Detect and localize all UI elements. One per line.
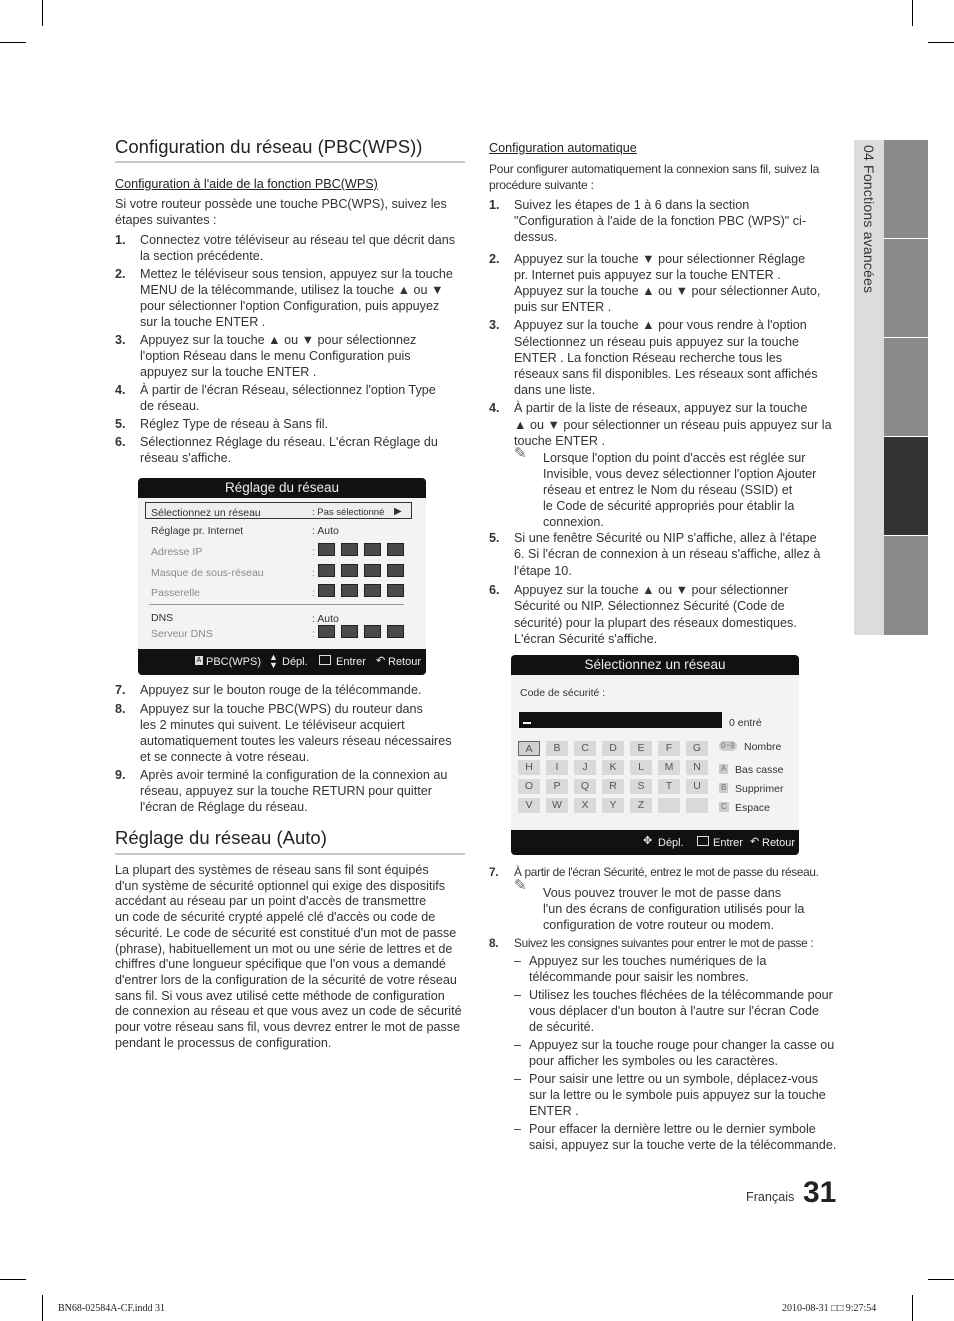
step-text: Appuyez sur la touche ▲ ou ▼ pour sélectionnez	[140, 333, 417, 347]
step-text: Appuyez sur le bouton rouge de la télécommande.	[140, 683, 422, 697]
step-text: Appuyez sur la touche ▲ ou ▼ pour sélectionner Auto,	[514, 284, 821, 298]
key-N[interactable]: N	[686, 760, 708, 775]
step-number: 5.	[115, 417, 126, 431]
key-C[interactable]: C	[574, 741, 596, 756]
ip-octet	[364, 543, 381, 556]
move-icon: ✥	[643, 835, 653, 847]
step-text: réseau s'affiche.	[140, 451, 232, 465]
dash-text: saisi, appuyez sur la touche verte de la télécommande.	[529, 1138, 837, 1152]
note-line: Lorsque l'option du point d'accès est réglée sur	[543, 451, 806, 465]
step-number: 4.	[115, 383, 126, 397]
step-text: les 2 minutes qui suivent. Le téléviseur acquiert	[140, 718, 405, 732]
key-O[interactable]: O	[518, 779, 540, 794]
step-text: Mettez le téléviseur sous tension, appuyez sur la touche	[140, 267, 453, 281]
crop-mark	[928, 42, 954, 43]
note-line: le Code de sécurité appropriés pour établir la	[543, 499, 795, 513]
step-number: 3.	[115, 333, 126, 347]
osd-title: Sélectionnez un réseau	[511, 655, 799, 675]
key-L[interactable]: L	[630, 760, 652, 775]
dash-text: vous déplacer d'un bouton à l'autre sur l'écran Code	[529, 1004, 820, 1018]
body-line: chiffres d'une longueur spécifique que l'on vous a demandé	[115, 957, 446, 972]
dash-marker: –	[514, 988, 522, 1002]
step-text: sur la touche ENTER .	[140, 315, 266, 329]
key-I[interactable]: I	[546, 760, 568, 775]
osd-footer	[511, 830, 799, 855]
note-pencil-icon: ✎	[514, 445, 527, 462]
key-blank[interactable]	[686, 798, 708, 813]
footer-move: Dépl.	[282, 656, 308, 668]
section-title-pbc: Configuration du réseau (PBC(WPS))	[115, 136, 423, 157]
key-G[interactable]: G	[686, 741, 708, 756]
body-line: d'un système de sécurité optionnel qui exige des dispositifs	[115, 878, 446, 893]
row-value: : Auto	[312, 525, 339, 537]
side-tab-segment	[884, 239, 928, 337]
footer-back: Retour	[762, 837, 796, 849]
step-text: Connectez votre téléviseur au réseau tel que décrit dans	[140, 233, 456, 247]
note-line: réseau et entrez le Nom du réseau (SSID) et	[543, 483, 793, 497]
subsection-title-auto: Configuration automatique	[489, 141, 637, 155]
legend-label: Supprimer	[735, 783, 784, 795]
a-button-icon: A	[196, 657, 202, 664]
body-line: sécurité. Le code de sécurité est constitué d'un mot de passe	[115, 925, 457, 940]
enter-icon	[697, 836, 709, 846]
key-Y[interactable]: Y	[602, 798, 624, 813]
row-label: DNS	[151, 612, 174, 624]
step-text: Appuyez sur la touche ▲ ou ▼ pour sélectionner	[514, 582, 789, 597]
legend-label: Bas casse	[735, 764, 784, 776]
crop-mark	[912, 1295, 913, 1321]
key-W[interactable]: W	[546, 798, 568, 813]
row-label: Serveur DNS	[151, 628, 213, 640]
print-file: BN68-02584A-CF.indd 31	[58, 1303, 165, 1314]
dash-marker: –	[514, 1072, 522, 1086]
code-input[interactable]	[519, 712, 722, 728]
row-value: :	[312, 546, 315, 558]
key-X[interactable]: X	[574, 798, 596, 813]
row-value: :	[312, 567, 315, 579]
note-line: l'un des écrans de configuration utilisés pour la	[543, 902, 805, 916]
key-V[interactable]: V	[518, 798, 540, 813]
updown-icon: ▲ ▼	[269, 652, 278, 670]
step-text: MENU de la télécommande, utilisez la touche ▲ ou ▼	[140, 283, 444, 297]
pbc-intro: Si votre routeur possède une touche PBC(WPS), suivez les étapes suivantes :	[115, 197, 447, 227]
note-line: connexion.	[543, 515, 604, 529]
ip-octet	[341, 543, 358, 556]
row-label: Adresse IP	[151, 546, 203, 558]
step-number: 2.	[489, 251, 500, 266]
dash-text: Pour saisir une lettre ou un symbole, déplacez-vous	[529, 1072, 819, 1086]
step-text: ▲ ou ▼ pour sélectionner un réseau puis appuyez sur la	[514, 417, 832, 432]
osd-footer	[138, 649, 426, 675]
key-U[interactable]: U	[686, 779, 708, 794]
footer-move: Dépl.	[658, 837, 684, 849]
step-text: À partir de l'écran Réseau, sélectionnez l'option Type	[140, 383, 436, 397]
step-text: réseaux sans fil disponibles. Les réseaux sont affichés	[514, 367, 818, 381]
subsection-title-pbc: Configuration à l'aide de la fonction PBC(WPS)	[115, 177, 378, 191]
step-text: pour sélectionner l'option Configuration, puis appuyez	[140, 299, 440, 313]
osd-body	[511, 675, 799, 830]
step-text: Sécurité ou NIP. Sélectionnez Sécurité (Code de	[514, 599, 785, 614]
crop-mark	[42, 0, 43, 26]
side-tab-segment	[884, 140, 928, 238]
security-code-screen	[511, 655, 799, 855]
key-M[interactable]: M	[658, 760, 680, 775]
legend-key: A	[721, 764, 727, 773]
section-title-auto: Réglage du réseau (Auto)	[115, 827, 327, 848]
crop-mark	[912, 0, 913, 26]
step-text: réseau, appuyez sur la touche RETURN pour quitter	[140, 784, 432, 798]
body-line: accédant au réseau par un point d'accès de transmettre	[115, 894, 427, 909]
code-label: Code de sécurité :	[520, 687, 606, 699]
dash-text: pour afficher les symboles ou les caractères.	[529, 1054, 778, 1068]
note-line: Invisible, vous devez sélectionner l'option Ajouter	[543, 467, 817, 481]
row-value: : Pas sélectionné	[312, 507, 385, 518]
key-Q[interactable]: Q	[574, 779, 596, 794]
step-number: 8.	[115, 702, 126, 716]
step-number: 4.	[489, 401, 500, 416]
step-number: 9.	[115, 768, 126, 782]
osd-body	[138, 498, 426, 649]
ip-octet	[387, 564, 404, 577]
ip-octet	[341, 625, 358, 638]
print-date: 2010-08-31 □□ 9:27:54	[782, 1303, 877, 1314]
step-text: Si une fenêtre Sécurité ou NIP s'affiche, allez à l'étape	[514, 531, 817, 545]
ip-octet	[387, 584, 404, 597]
intro-line: procédure suivante :	[489, 178, 594, 192]
network-settings-screen	[138, 478, 426, 675]
dash-text: de sécurité.	[529, 1020, 595, 1034]
footer-enter: Entrer	[336, 656, 366, 668]
step-text: dessus.	[514, 230, 558, 245]
step-text: ENTER . La fonction Réseau recherche tous les	[514, 350, 783, 365]
key-Z[interactable]: Z	[630, 798, 652, 813]
ip-octet	[364, 584, 381, 597]
ip-octet	[387, 625, 404, 638]
cursor	[523, 722, 531, 724]
page-language: Français	[746, 1190, 795, 1204]
ip-octet	[318, 564, 335, 577]
ip-octet	[318, 543, 335, 556]
step-number: 6.	[489, 582, 500, 597]
page-number: 31	[803, 1176, 837, 1209]
step-text: la section précédente.	[140, 249, 264, 263]
step-text: automatiquement toutes les valeurs réseau nécessaires	[140, 734, 452, 748]
step-text: et se connecte à votre réseau.	[140, 750, 310, 764]
row-value: :	[312, 587, 315, 599]
step-text: Après avoir terminé la configuration de la connexion au	[140, 768, 448, 782]
dash-marker: –	[514, 1038, 522, 1052]
row-label: Passerelle	[151, 587, 201, 599]
dash-text: Appuyez sur la touche rouge pour changer la casse ou	[529, 1038, 835, 1052]
ip-octet	[364, 564, 381, 577]
key-E[interactable]: E	[630, 741, 652, 756]
note-pencil-icon: ✎	[514, 877, 527, 894]
body-line: (phrase), habituellement un mot ou une série de lettres et de	[115, 941, 453, 956]
enter-icon	[319, 655, 331, 665]
legend-key: B	[721, 783, 727, 792]
side-tab-segment	[884, 536, 928, 635]
legend-label: Espace	[735, 802, 771, 814]
key-R[interactable]: R	[602, 779, 624, 794]
key-D[interactable]: D	[602, 741, 624, 756]
step-text: À partir de la liste de réseaux, appuyez sur la touche	[514, 401, 808, 416]
step-number: 6.	[115, 435, 126, 449]
note-line: Vous pouvez trouver le mot de passe dans	[543, 886, 782, 900]
key-P[interactable]: P	[546, 779, 568, 794]
step-text: puis sur ENTER .	[514, 300, 612, 315]
intro-line: Pour configurer automatiquement la connexion sans fil, suivez la	[489, 162, 820, 176]
footer-enter: Entrer	[713, 837, 743, 849]
step-text: Appuyez sur la touche ▼ pour sélectionner Réglage	[514, 251, 806, 266]
body-line: un code de sécurité crypté appelé clé d'accès ou code de	[115, 910, 436, 925]
step-text: Réglez Type de réseau à Sans fil.	[140, 417, 329, 431]
crop-mark	[42, 1295, 43, 1321]
arrow-right-icon: ▶	[394, 506, 402, 517]
legend-key: 0~9	[721, 741, 735, 750]
chapter-title: 04 Fonctions avancées	[861, 145, 877, 294]
step-text: de réseau.	[140, 399, 200, 413]
step-text: appuyez sur la touche ENTER .	[140, 365, 317, 379]
step-number: 3.	[489, 318, 500, 333]
step-text: sécurité) pour la plupart des réseaux domestiques.	[514, 615, 797, 630]
crop-mark	[928, 1279, 954, 1280]
ip-octet	[341, 584, 358, 597]
footer-back: Retour	[388, 656, 422, 668]
row-value: : Auto	[312, 613, 339, 625]
note-line: configuration de votre routeur ou modem.	[543, 918, 775, 932]
key-A[interactable]: A	[518, 741, 540, 756]
ip-octet	[318, 584, 335, 597]
step-text: 6. Si l'écran de connexion à un réseau s'affiche, allez à	[514, 547, 821, 562]
step-text: "Configuration à l'aide de la fonction PBC (WPS)" ci-	[514, 214, 807, 229]
step-text: Suivez les étapes de 1 à 6 dans la section	[514, 198, 750, 212]
step-number: 1.	[489, 198, 500, 212]
ip-octet	[341, 564, 358, 577]
divider	[149, 604, 404, 605]
step-text: l'étape 10.	[514, 563, 572, 578]
dash-text: télécommande pour saisir les nombres.	[529, 970, 749, 984]
step-text: Appuyez sur la touche ▲ pour vous rendre à l'option	[514, 318, 807, 333]
dash-text: Utilisez les touches fléchées de la télécommande pour	[529, 988, 833, 1002]
body-line: pour votre réseau sans fil, vous devrez entrer le mot de passe	[115, 1020, 461, 1034]
key-J[interactable]: J	[574, 760, 596, 775]
legend-label: Nombre	[744, 741, 782, 753]
return-icon: ↶	[750, 836, 760, 848]
key-K[interactable]: K	[602, 760, 624, 775]
char-count: 0 entré	[729, 717, 762, 729]
step-text: Appuyez sur la touche PBC(WPS) du routeur dans	[140, 702, 423, 716]
ip-octet	[318, 625, 335, 638]
step-text: dans une liste.	[514, 383, 596, 398]
section-rule	[115, 853, 465, 855]
crop-mark	[0, 1279, 26, 1280]
key-B[interactable]: B	[546, 741, 568, 756]
body-line: sans fil. Si vous avez utilisé cette méthode de configuration	[115, 988, 445, 1003]
ip-octet	[364, 625, 381, 638]
body-line: d'entrer lors de la configuration de la sécurité de votre réseau	[115, 972, 457, 987]
key-blank[interactable]	[658, 798, 680, 813]
step-number: 1.	[115, 233, 126, 247]
step-text: l'option Réseau dans le menu Configuration puis	[140, 349, 411, 363]
step-text: touche ENTER .	[514, 433, 605, 448]
side-tab-segment	[884, 338, 928, 436]
crop-mark	[0, 42, 26, 43]
row-label: Réglage pr. Internet	[151, 525, 244, 537]
return-icon: ↶	[376, 655, 386, 667]
section-rule	[115, 161, 465, 163]
step-number: 5.	[489, 531, 500, 545]
dash-marker: –	[514, 954, 522, 968]
step-text: Sélectionnez Réglage du réseau. L'écran Réglage du	[140, 435, 438, 449]
key-T[interactable]: T	[658, 779, 680, 794]
step-number: 7.	[115, 683, 126, 697]
dash-text: Pour effacer la dernière lettre ou le dernier symbole	[529, 1122, 816, 1136]
dash-text: Appuyez sur les touches numériques de la	[529, 954, 767, 968]
step-text: pr. Internet puis appuyez sur la touche ENTER .	[514, 267, 781, 282]
side-tab-segment-active	[884, 437, 928, 535]
footer-pbc: PBC(WPS)	[206, 656, 261, 668]
key-S[interactable]: S	[630, 779, 652, 794]
row-label: Masque de sous-réseau	[151, 567, 264, 579]
body-line: La plupart des systèmes de réseau sans fil sont équipés	[115, 863, 429, 877]
step-number: 2.	[115, 267, 126, 281]
ip-octet	[387, 543, 404, 556]
step-text: L'écran Sécurité s'affiche.	[514, 631, 658, 646]
osd-title: Réglage du réseau	[138, 478, 426, 498]
step-text: l'écran de Réglage du réseau.	[140, 800, 308, 814]
dash-text: sur la lettre ou le symbole puis appuyez sur la touche	[529, 1088, 826, 1102]
body-line: pendant le processus de configuration.	[115, 1035, 332, 1050]
legend-key: C	[721, 802, 727, 811]
body-line: de connexion au réseau et que vous avez un code de sécurité	[115, 1004, 462, 1019]
dash-text: ENTER .	[529, 1104, 579, 1118]
key-H[interactable]: H	[518, 760, 540, 775]
row-label: Sélectionnez un réseau	[151, 507, 261, 519]
row-value: :	[312, 628, 315, 640]
key-F[interactable]: F	[658, 741, 680, 756]
dash-marker: –	[514, 1122, 522, 1136]
step-text: Sélectionnez un réseau puis appuyez sur la touche	[514, 334, 799, 349]
